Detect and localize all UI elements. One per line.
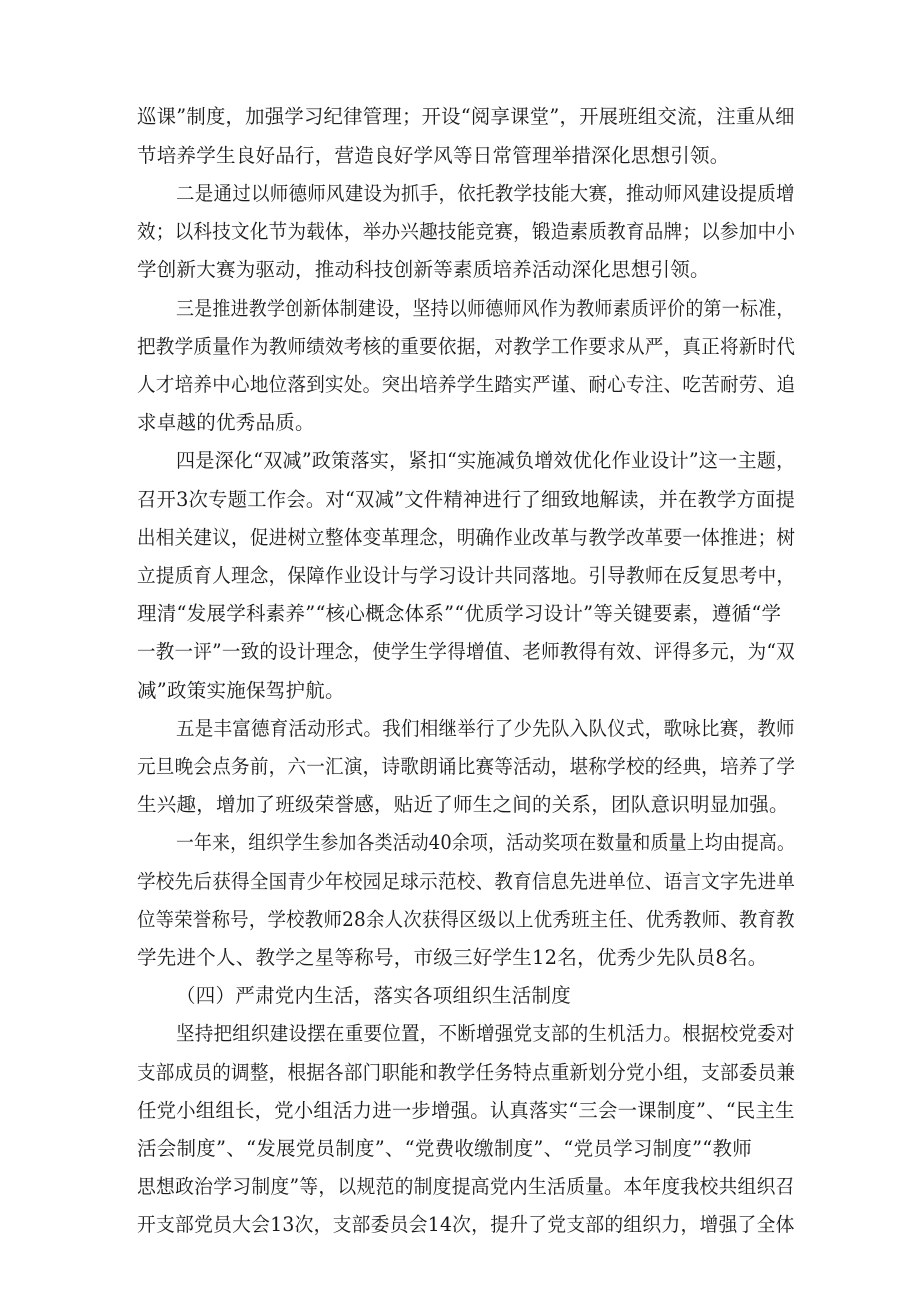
text-line: 四是深化“双减”政策落实，紧扣“实施减负增效优化作业设计”这一主题， bbox=[176, 449, 796, 472]
text-line: 活会制度”、“发展党员制度”、“党费收缴制度”、“党员学习制度”“教师 bbox=[137, 1137, 753, 1160]
text-line: 把教学质量作为教师绩效考核的重要依据，对教学工作要求从严，真正将新时代 bbox=[137, 335, 796, 358]
text-line: 出相关建议，促进树立整体变革理念，明确作业改革与教学改革要一体推进；树 bbox=[137, 526, 796, 549]
text-line: 减”政策实施保驾护航。 bbox=[137, 679, 345, 702]
text-line: 元旦晚会点务前，六一汇演，诗歌朗诵比赛等活动，堪称学校的经典，培养了学 bbox=[137, 755, 796, 778]
text-line: 位等荣誉称号，学校教师28余人次获得区级以上优秀班主任、优秀教师、教育教 bbox=[137, 908, 795, 931]
section-heading: （四）严肃党内生活，落实各项组织生活制度 bbox=[176, 984, 572, 1007]
text-line: 二是通过以师德师风建设为抓手，依托教学技能大赛，推动师风建设提质增 bbox=[176, 182, 795, 205]
text-line: 生兴趣，增加了班级荣誉感，贴近了师生之间的关系，团队意识明显加强。 bbox=[137, 793, 789, 816]
text-line: 五是丰富德育活动形式。我们相继举行了少先队入队仪式，歌咏比赛，教师 bbox=[176, 717, 795, 740]
text-line: 人才培养中心地位落到实处。突出培养学生踏实严谨、耐心专注、吃苦耐劳、追 bbox=[137, 373, 796, 396]
text-line: 思想政治学习制度”等，以规范的制度提高党内生活质量。本年度我校共组织召 bbox=[137, 1175, 795, 1198]
text-line: 一年来，组织学生参加各类活动40余项，活动奖项在数量和质量上均由提高。 bbox=[176, 831, 796, 854]
text-line: 一教一评”一致的设计理念，使学生学得增值、老师教得有效、评得多元，为“双 bbox=[137, 640, 795, 663]
text-line: 理清“发展学科素养”“核心概念体系”“优质学习设计”等关键要素，遵循“学 bbox=[137, 602, 782, 625]
text-line: 学创新大赛为驱动，推动科技创新等素质培养活动深化思想引领。 bbox=[137, 258, 710, 281]
text-line: 支部成员的调整，根据各部门职能和教学任务特点重新划分党小组，支部委员兼 bbox=[137, 1061, 796, 1084]
text-line: 效；以科技文化节为载体，举办兴趣技能竞赛，锻造素质教育品牌；以参加中小 bbox=[137, 220, 796, 243]
text-line: 学校先后获得全国青少年校园足球示范校、教育信息先进单位、语言文字先进单 bbox=[137, 870, 796, 893]
text-line: 召开3次专题工作会。对“双减”文件精神进行了细致地解读，并在教学方面提 bbox=[137, 488, 796, 511]
text-line: 三是推进教学创新体制建设，坚持以师德师风作为教师素质评价的第一标准， bbox=[176, 297, 795, 320]
text-line: 任党小组组长，党小组活力进一步增强。认真落实“三会一课制度”、“民主生 bbox=[137, 1099, 795, 1122]
text-line: 巡课”制度，加强学习纪律管理；开设“阅享课堂”，开展班组交流，注重从细 bbox=[137, 105, 795, 128]
text-line: 求卓越的优秀品质。 bbox=[137, 411, 315, 434]
text-line: 学先进个人、教学之星等称号，市级三好学生12名，优秀少先队员8名。 bbox=[137, 946, 768, 969]
text-line: 坚持把组织建设摆在重要位置，不断增强党支部的生机活力。根据校党委对 bbox=[176, 1022, 795, 1045]
text-line: 节培养学生良好品行，营造良好学风等日常管理举措深化思想引领。 bbox=[137, 144, 730, 167]
text-line: 立提质育人理念，保障作业设计与学习设计共同落地。引导教师在反复思考中， bbox=[137, 564, 796, 587]
text-line: 开支部党员大会13次，支部委员会14次，提升了党支部的组织力，增强了全体 bbox=[137, 1213, 795, 1236]
